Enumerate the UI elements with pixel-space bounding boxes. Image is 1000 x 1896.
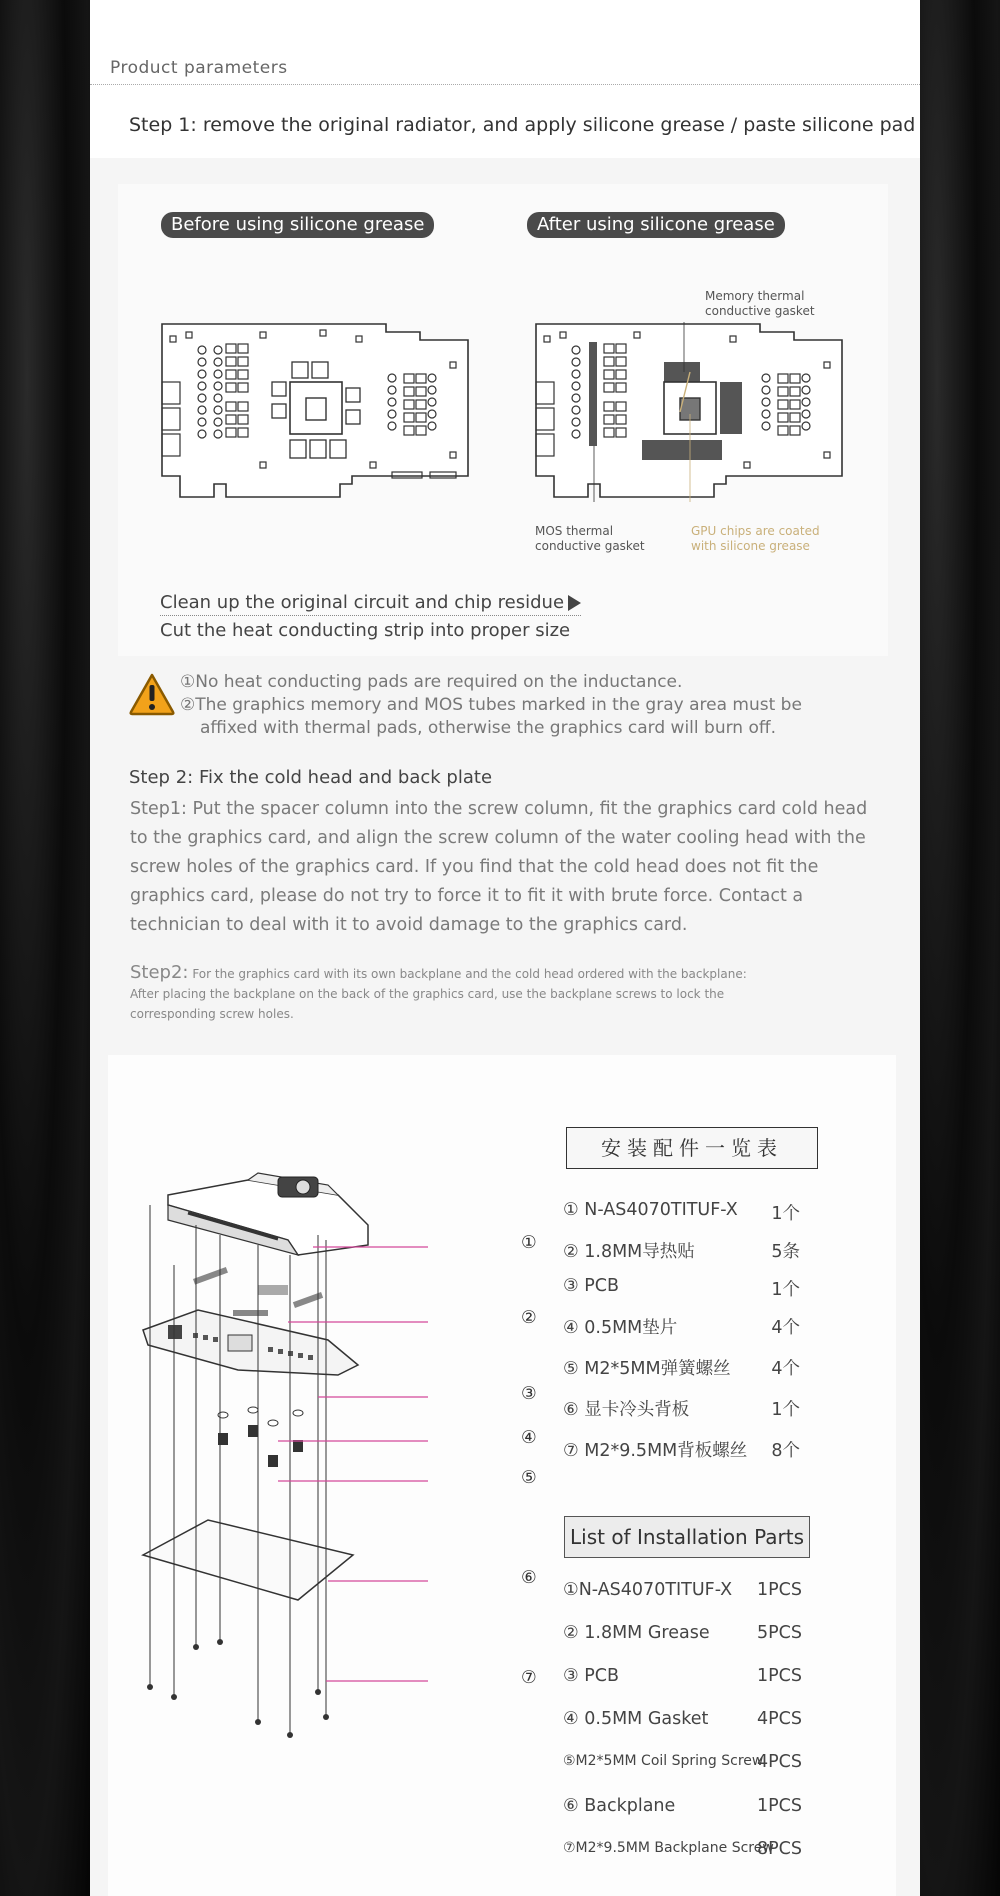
play-arrow-icon (568, 595, 581, 611)
en-qty-6: 1PCS (756, 1796, 802, 1816)
warning-line-2: ②The graphics memory and MOS tubes marked in the gray area must be (180, 695, 802, 715)
clean-instruction: Clean up the original circuit and chip residue (160, 592, 581, 616)
pcb-after-diagram (534, 322, 848, 502)
zh-qty-6: 1个 (771, 1400, 800, 1420)
en-qty-4: 4PCS (756, 1709, 802, 1729)
en-part-2: ② 1.8MM Grease (563, 1623, 710, 1643)
warning-notes (180, 671, 880, 740)
memory-gasket-label: Memory thermal conductive gasket (705, 289, 815, 318)
callout-7: ⑦ (521, 1668, 537, 1688)
background-left (0, 0, 90, 1896)
mos-gasket-label: MOS thermal conductive gasket (535, 524, 645, 553)
callout-3: ③ (521, 1384, 537, 1404)
zh-part-3: ③ PCB (563, 1276, 620, 1296)
cut-instruction: Cut the heat conducting strip into proper size (160, 620, 571, 641)
zh-qty-1: 1个 (771, 1204, 800, 1224)
zh-part-4: ④ 0.5MM垫片 (563, 1318, 678, 1338)
callout-2: ② (521, 1308, 537, 1328)
section-title: Product parameters (110, 58, 288, 78)
en-qty-5: 4PCS (756, 1752, 802, 1772)
step2-title: Step 2: Fix the cold head and back plate (129, 767, 493, 788)
en-qty-7: 8PCS (756, 1839, 802, 1859)
product-page (90, 0, 920, 1896)
en-qty-2: 5PCS (756, 1623, 802, 1643)
callout-6: ⑥ (521, 1568, 537, 1588)
callout-5: ⑤ (521, 1468, 537, 1488)
zh-qty-2: 5条 (771, 1242, 800, 1262)
pcb-before-diagram (160, 322, 474, 502)
warning-line-1: ①No heat conducting pads are required on the inductance. (180, 672, 683, 692)
callout-1: ① (521, 1233, 537, 1253)
dotted-divider (90, 84, 920, 85)
zh-qty-3: 1个 (771, 1280, 800, 1300)
zh-qty-7: 8个 (771, 1441, 800, 1461)
gpu-grease-label: GPU chips are coated with silicone grease (691, 524, 820, 553)
en-part-3: ③ PCB (563, 1666, 620, 1686)
zh-part-2: ② 1.8MM导热贴 (563, 1242, 695, 1262)
before-label: Before using silicone grease (161, 212, 434, 238)
silicone-diagram-card (118, 184, 888, 656)
exploded-assembly-diagram (128, 1165, 468, 1805)
en-qty-1: 1PCS (756, 1580, 802, 1600)
zh-qty-4: 4个 (771, 1318, 800, 1338)
warning-line-3: affixed with thermal pads, otherwise the graphics card will burn off. (200, 718, 776, 738)
en-part-7: ⑦M2*9.5MM Backplane Screw (563, 1840, 774, 1856)
zh-part-1: ① N-AS4070TITUF-X (563, 1200, 738, 1220)
step1-title: Step 1: remove the original radiator, and apply silicone grease / paste silicone pad (129, 114, 916, 136)
en-qty-3: 1PCS (756, 1666, 802, 1686)
en-part-4: ④ 0.5MM Gasket (563, 1709, 709, 1729)
en-part-5: ⑤M2*5MM Coil Spring Screw (563, 1753, 764, 1769)
en-parts-title: List of Installation Parts (564, 1516, 810, 1558)
background-right (910, 0, 1000, 1896)
en-part-1: ①N-AS4070TITUF-X (563, 1580, 733, 1600)
zh-part-5: ⑤ M2*5MM弹簧螺丝 (563, 1359, 731, 1379)
step2-label: Step2: (130, 962, 189, 983)
callout-4: ④ (521, 1428, 537, 1448)
zh-parts-title: 安装配件一览表 (566, 1127, 818, 1169)
step2-backplane-note: Step2: For the graphics card with its own backplane and the cold head ordered with the backplane: After placing the backplane on the back of the graphics card, use the backplane screws to lock the corresponding screw holes. (130, 962, 747, 1021)
zh-part-7: ⑦ M2*9.5MM背板螺丝 (563, 1441, 748, 1461)
after-label: After using silicone grease (527, 212, 785, 238)
en-part-6: ⑥ Backplane (563, 1796, 676, 1816)
step2-paragraph: Step1: Put the spacer column into the screw column, fit the graphics card cold head to the graphics card, and align the screw column of the water cooling head with the screw holes of the graphics card. If you find that the cold head does not fit the graphics card, please do not try to force it to fit it with brute force. Contact a technician to deal with it to avoid damage to the graphics card. (130, 799, 868, 935)
zh-part-6: ⑥ 显卡冷头背板 (563, 1400, 690, 1420)
warning-triangle-icon (128, 672, 176, 716)
zh-qty-5: 4个 (771, 1359, 800, 1379)
